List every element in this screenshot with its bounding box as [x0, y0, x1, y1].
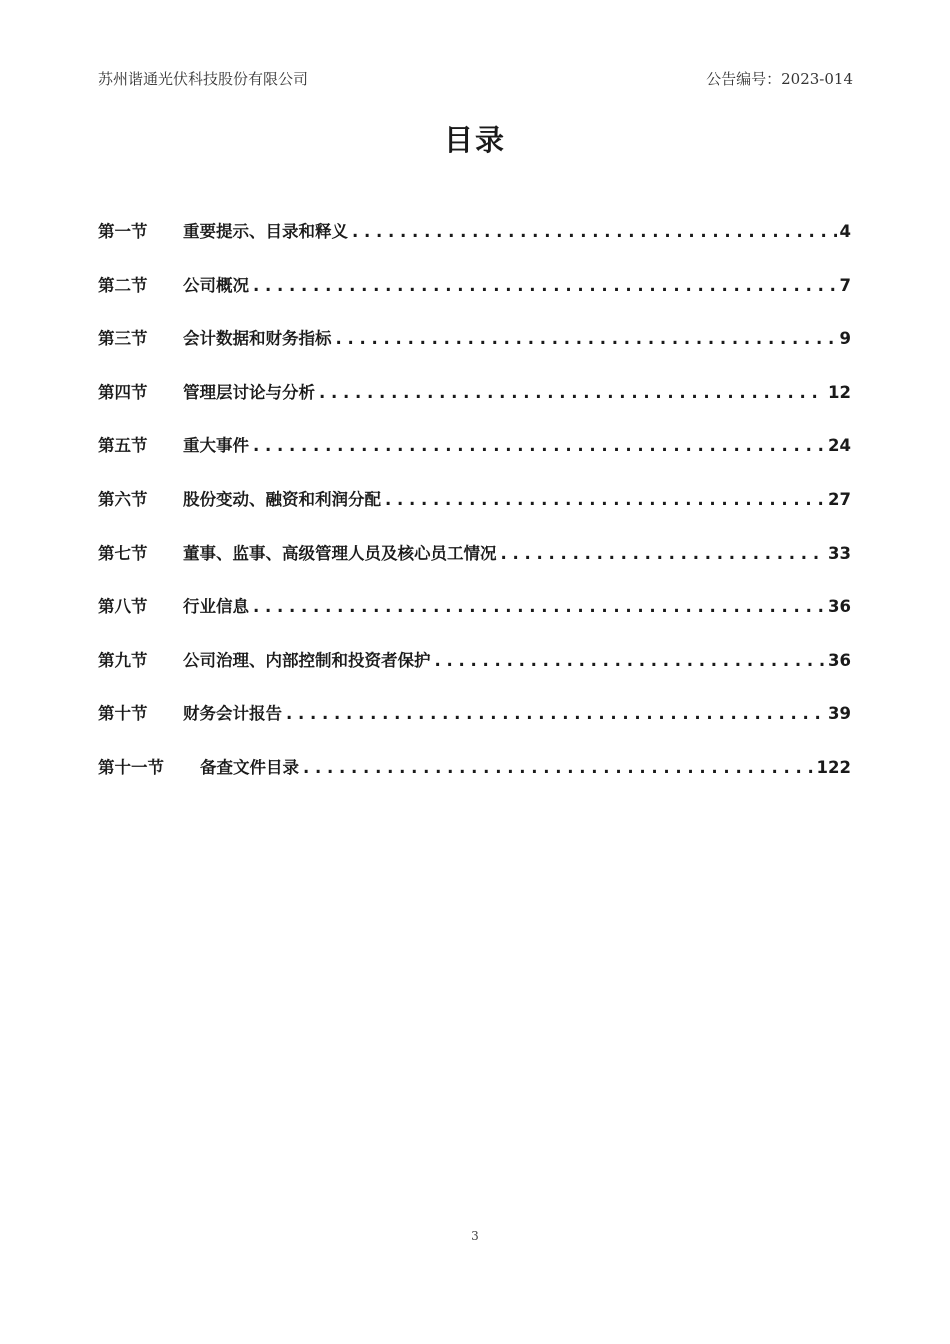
- toc-dot-leader: [352, 222, 837, 241]
- toc-page-number: 24: [828, 436, 851, 456]
- toc-section-title: 股份变动、融资和利润分配: [183, 489, 381, 509]
- toc-section-title: 行业信息: [183, 597, 249, 617]
- toc-page-number: 39: [828, 704, 851, 724]
- toc-entry-8[interactable]: [98, 593, 851, 647]
- toc-entry-10[interactable]: [98, 700, 851, 754]
- toc-entry-6[interactable]: [98, 486, 851, 540]
- toc-page-number: 36: [828, 597, 851, 617]
- toc-page-number: 9: [839, 329, 851, 349]
- toc-section-number: 第三节: [98, 329, 148, 349]
- toc-entry-5[interactable]: [98, 432, 851, 486]
- toc-page-number: 27: [828, 489, 851, 509]
- toc-section-number: 第七节: [98, 543, 148, 563]
- toc-dot-leader: [501, 544, 826, 563]
- toc-section-title: 会计数据和财务指标: [183, 329, 332, 349]
- page-number: 3: [471, 1229, 479, 1243]
- toc-dot-leader: [253, 436, 825, 455]
- toc-section-number: 第八节: [98, 597, 148, 617]
- toc-dot-leader: [253, 597, 825, 616]
- toc-section-title: 重要提示、目录和释义: [183, 222, 348, 241]
- toc-entry-3[interactable]: [98, 325, 851, 379]
- toc-dot-leader: [286, 704, 825, 723]
- toc-section-title: 董事、监事、高级管理人员及核心员工情况: [183, 543, 497, 563]
- toc-section-number: 第九节: [98, 650, 148, 670]
- toc-section-number: 第四节: [98, 382, 148, 402]
- toc-dot-leader: [336, 329, 837, 348]
- toc-dot-leader: [253, 276, 837, 295]
- toc-dot-leader: [435, 651, 826, 670]
- toc-page-number: 36: [828, 650, 851, 670]
- toc-page-number: 12: [828, 382, 851, 402]
- toc-entry-9[interactable]: [98, 647, 851, 701]
- toc-dot-leader: [319, 383, 825, 402]
- toc-dot-leader: [303, 758, 814, 777]
- toc-entry-2[interactable]: [98, 272, 851, 326]
- toc-section-number: 第一节: [98, 222, 148, 241]
- toc-section-number: 第六节: [98, 489, 148, 509]
- toc-section-title: 财务会计报告: [183, 704, 282, 724]
- toc-section-title: 公司治理、内部控制和投资者保护: [183, 650, 431, 670]
- toc-entry-11[interactable]: [98, 754, 851, 808]
- toc-entry-1[interactable]: [98, 218, 851, 272]
- notice-number: 公告编号：2023-014: [706, 70, 853, 88]
- toc-page-number: 122: [816, 757, 851, 777]
- toc-page-number: 33: [828, 543, 851, 563]
- toc-section-title: 公司概况: [183, 275, 249, 295]
- company-name: 苏州谐通光伏科技股份有限公司: [98, 70, 309, 88]
- toc-section-number: 第二节: [98, 275, 148, 295]
- toc-section-title: 重大事件: [183, 436, 249, 456]
- toc-page-number: 7: [839, 275, 851, 295]
- table-of-contents: [98, 218, 851, 808]
- toc-section-number: 第十节: [98, 704, 148, 724]
- toc-entry-7[interactable]: [98, 540, 851, 594]
- toc-entry-4[interactable]: [98, 379, 851, 433]
- toc-section-title: 备查文件目录: [200, 757, 299, 777]
- page-title: 目录: [443, 123, 506, 157]
- toc-dot-leader: [385, 490, 825, 509]
- toc-page-number: 4: [839, 222, 851, 241]
- page-header: [98, 68, 853, 90]
- toc-section-number: 第十一节: [98, 757, 164, 777]
- toc-section-title: 管理层讨论与分析: [183, 382, 315, 402]
- toc-section-number: 第五节: [98, 436, 148, 456]
